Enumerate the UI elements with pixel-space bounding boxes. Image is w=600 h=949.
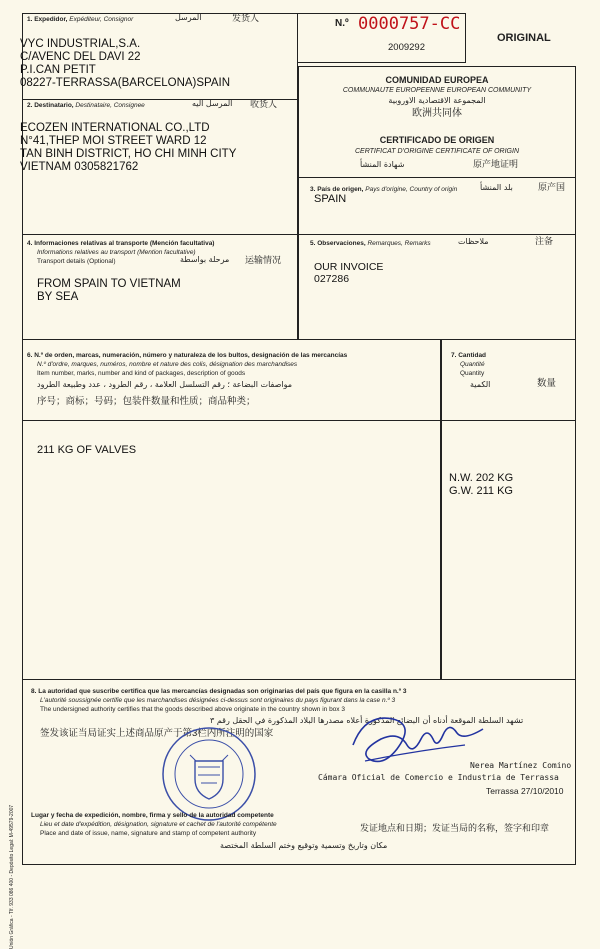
consignee-label-zh: 收货人 — [250, 99, 278, 109]
transport-label-zh: 运输情况 — [245, 255, 282, 265]
chamber-name: Cámara Oficial de Comercio e Industria de Terrassa — [318, 773, 559, 782]
goods-label-en: Item number, marks, number and kind of packages, description of goods — [37, 370, 246, 377]
footer-en: Place and date of issue, name, signature and stamp of competent authority — [40, 830, 257, 837]
footer-ar: مكان وتاريخ وتسمية وتوقيع وختم السلطة المختصة — [220, 841, 388, 850]
consignee-line-1: ECOZEN INTERNATIONAL CO.,LTD — [20, 122, 210, 134]
remarks-label-zh: 注备 — [535, 236, 554, 246]
cert-number: 0000757-CC — [358, 14, 461, 34]
certification-label-en: The undersigned authority certifies that the goods described above originate in the country shown in box 3 — [40, 706, 345, 713]
quantity-label-ar: الكمية — [470, 380, 491, 389]
certification-label-ar: تشهد السلطة الموقعة أدناه أن البضائع المذكورة أعلاه مصدرها البلاد المذكورة في الحقل رقم ٣ — [210, 716, 524, 725]
community-zh: 欧洲共同体 — [412, 108, 462, 119]
cert-number-box — [298, 13, 466, 63]
certificate-es: CERTIFICADO DE ORIGEN — [379, 135, 495, 145]
consignor-line-4: 08227-TERRASSA(BARCELONA)SPAIN — [20, 77, 231, 89]
quantity-gross-weight: G.W. 211 KG — [449, 485, 513, 497]
consignor-label: 1. Expedidor, Expéditeur, Consignor — [27, 16, 134, 23]
cert-serial: 2009292 — [388, 42, 425, 53]
footer-fr: Lieu et date d'expédition, désignation, signature et cachet de l'autorité compétente — [40, 821, 277, 828]
certificate-ar: شهادة المنشأ — [360, 160, 405, 169]
box-quantity — [441, 340, 576, 680]
quantity-label: 7. Cantidad — [451, 352, 487, 359]
signer-name: Nerea Martínez Comino — [470, 761, 572, 770]
consignee-label-ar: المرسل اليه — [192, 99, 233, 108]
cert-number-prefix: N.º — [335, 18, 349, 29]
certification-label-fr: L'autorité soussignée certifie que les marchandises désignées ci-dessus sont originaires du pays figurant dans la case n.º 3 — [40, 697, 396, 704]
goods-description: 211 KG OF VALVES — [37, 444, 137, 456]
quantity-net-weight: N.W. 202 KG — [449, 472, 514, 484]
certificate-zh: 原产地证明 — [473, 159, 519, 169]
origin-label-ar: بلد المنشأ — [480, 183, 513, 192]
signature — [345, 705, 485, 775]
remarks-label-ar: ملاحظات — [458, 237, 489, 246]
consignee-line-4: VIETNAM 0305821762 — [20, 161, 139, 173]
origin-value: SPAIN — [314, 193, 347, 205]
place-date: Terrassa 27/10/2010 — [486, 786, 564, 796]
certification-label-zh: 签发该证当局证实上述商品原产于第3栏内所注明的国家 — [40, 728, 274, 739]
consignee-line-2: N°41,THEP MOI STREET WARD 12 — [20, 135, 207, 147]
consignee-line-3: TAN BINH DISTRICT, HO CHI MINH CITY — [20, 148, 237, 160]
origin-label: 3. País de origen, Pays d'origine, Country of origin — [310, 186, 458, 193]
remarks-line-2: 027286 — [314, 273, 350, 285]
remarks-line-1: OUR INVOICE — [314, 261, 384, 273]
transport-label-en: Transport details (Optional) — [37, 258, 116, 265]
community-fr-en: COMMUNAUTE EUROPEENNE EUROPEAN COMMUNITY — [342, 87, 532, 94]
original-label: ORIGINAL — [497, 32, 551, 44]
consignor-line-1: VYC INDUSTRIAL,S.A. — [20, 38, 141, 50]
quantity-label-zh: 数量 — [537, 378, 557, 389]
certification-label: 8. La autoridad que suscribe certifica que las mercancías designadas son originarias del país que figura en la casilla n.º 3 — [31, 688, 407, 695]
transport-label: 4. Informaciones relativas al transporte (Mención facultativa) — [27, 240, 215, 247]
consignor-label-ar: المرسل — [175, 13, 202, 22]
side-print: Unión Gráfica - Tlf. 933 086 400 - Depósito Legal: M-49579-2007 — [9, 804, 15, 949]
remarks-label: 5. Observaciones, Remarques, Remarks — [310, 240, 431, 247]
chamber-seal — [160, 725, 258, 823]
consignor-label-zh: 发货人 — [232, 13, 260, 23]
box-remarks — [298, 235, 576, 340]
quantity-label-fr: Quantité — [460, 361, 485, 368]
goods-label-ar: مواصفات البضاعة ؛ رقم التسلسل العلامة ، رقم الطرود ، عدد وطبيعة الطرود — [37, 380, 292, 389]
box-goods — [22, 340, 441, 680]
transport-line-1: FROM SPAIN TO VIETNAM — [37, 278, 181, 290]
consignee-label: 2. Destinatario, Destinataire, Consignee — [27, 102, 145, 109]
quantity-label-en: Quantity — [460, 370, 485, 377]
goods-label-zh: 序号；商标；号码；包装件数量和性质；商品种类； — [37, 396, 256, 407]
community-ar: المجموعة الاقتصادية الاوروبية — [388, 96, 486, 105]
certificate-fr-en: CERTIFICAT D'ORIGINE CERTIFICATE OF ORIGIN — [354, 148, 520, 155]
quantity-header-divider — [441, 420, 576, 421]
origin-label-zh: 原产国 — [538, 182, 566, 192]
transport-line-2: BY SEA — [37, 291, 79, 303]
goods-header-divider — [22, 420, 441, 421]
consignor-line-2: C/AVENC DEL DAVI 22 — [20, 51, 141, 63]
transport-label-ar: مرحلة بواسطة — [180, 255, 230, 264]
community-es: COMUNIDAD EUROPEA — [385, 75, 489, 85]
consignor-line-3: P.I.CAN PETIT — [20, 64, 96, 76]
footer-zh: 发证地点和日期；发证当局的名称，签字和印章 — [360, 823, 550, 833]
footer-es: Lugar y fecha de expedición, nombre, firma y sello de la autoridad competente — [31, 812, 274, 819]
transport-label-fr: Informations relatives au transport (Mention facultative) — [37, 249, 196, 256]
goods-label-fr: N.º d'ordre, marques, numéros, nombre et nature des colis, désignation des marchandises — [37, 361, 298, 368]
goods-label: 6. N.º de orden, marcas, numeración, número y naturaleza de los bultos, designación de las mercancías — [27, 352, 348, 359]
